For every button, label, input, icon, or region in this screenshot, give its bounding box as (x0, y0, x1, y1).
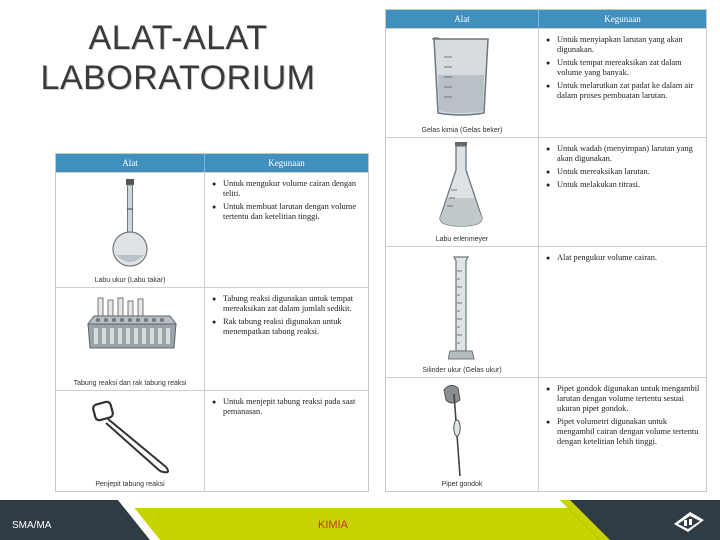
left-header-use: Kegunaan (268, 158, 305, 168)
tool-caption: Tabung reaksi dan rak tabung reaksi (73, 380, 187, 387)
table-cell-tool (386, 378, 539, 491)
footer-level-label: SMA/MA (12, 520, 52, 531)
use-item: ● Pipet volumetri digunakan untuk mengambil cairan dengan volume tertentu dengan ketelitian lebih tinggi. (557, 417, 700, 447)
use-item: ● Untuk mengukur volume cairan dengan teliti. (223, 179, 362, 199)
footer-subject-label: KIMIA (318, 519, 348, 531)
right-equipment-table (385, 9, 707, 492)
table-cell-tool (386, 138, 539, 246)
use-item: ● Alat pengukur volume cairan. (557, 253, 700, 263)
table-cell-tool (386, 29, 539, 137)
right-table-header (386, 10, 706, 28)
tool-caption: Penjepit tabung reaksi (95, 481, 165, 488)
use-item: ● Untuk tempat mereaksikan zat dalam volume yang banyak. (557, 58, 700, 78)
beaker-icon (428, 35, 494, 117)
use-item: ● Untuk menyiapkan larutan yang akan digunakan. (557, 35, 700, 55)
table-row (56, 172, 368, 287)
table-row (386, 137, 706, 246)
table-row (56, 287, 368, 390)
footer-band (0, 500, 720, 540)
right-header-use: Kegunaan (604, 14, 641, 24)
table-row (56, 390, 368, 491)
left-table-header (56, 154, 368, 172)
use-item: ● Pipet gondok digunakan untuk mengambil larutan dengan volume tertentu sesuai ukuran pipet gondok. (557, 384, 700, 414)
table-cell-tool (56, 173, 205, 287)
test-tube-rack-icon (84, 296, 180, 368)
table-row (386, 377, 706, 491)
left-equipment-table (55, 153, 369, 492)
tool-caption: Labu ukur (Labu takar) (94, 277, 166, 284)
table-cell-tool (386, 247, 539, 377)
table-cell-use (205, 391, 368, 491)
title-line-2: LABORATORIUM (40, 59, 316, 97)
use-item: ● Rak tabung reaksi digunakan untuk menempatkan tabung reaksi. (223, 317, 362, 337)
table-cell-use (539, 378, 706, 491)
table-cell-use (205, 288, 368, 390)
use-item: ● Untuk melarutkan zat padat ke dalam air dalam proses pembuatan larutan. (557, 81, 700, 101)
table-cell-tool (56, 391, 205, 491)
table-cell-use (539, 29, 706, 137)
table-cell-use (539, 138, 706, 246)
book-logo-icon (672, 508, 706, 534)
volumetric-pipette-icon (438, 380, 478, 480)
tool-caption: Labu erlenmeyer (435, 236, 489, 243)
table-row (386, 28, 706, 137)
table-cell-use (205, 173, 368, 287)
graduated-cylinder-icon (448, 255, 476, 361)
slide-title (18, 18, 338, 98)
tool-caption: Silinder ukur (Gelas ukur) (422, 367, 502, 374)
left-header-tool: Alat (56, 154, 205, 172)
tool-caption: Pipet gondok (441, 481, 483, 488)
right-header-tool: Alat (386, 10, 539, 28)
use-item: ● Tabung reaksi digunakan untuk tempat mereaksikan zat dalam jumlah sedikit. (223, 294, 362, 314)
table-row (386, 246, 706, 377)
test-tube-clamp-icon (86, 397, 176, 477)
use-item: ● Untuk membuat larutan dengan volume tertentu dan ketelitian tinggi. (223, 202, 362, 222)
use-item: ● Untuk wadah (menyimpan) larutan yang akan digunakan. (557, 144, 700, 164)
use-item: ● Untuk mereaksikan larutan. (557, 167, 700, 177)
table-cell-use (539, 247, 706, 377)
use-item: ● Untuk melakukan titrasi. (557, 180, 700, 190)
tool-caption: Gelas kimia (Gelas beker) (421, 127, 503, 134)
table-cell-tool (56, 288, 205, 390)
erlenmeyer-flask-icon (436, 142, 486, 228)
volumetric-flask-icon (110, 179, 150, 271)
title-line-1: ALAT-ALAT (88, 19, 268, 57)
use-item: ● Untuk menjepit tabung reaksi pada saat pemanasan. (223, 397, 362, 417)
